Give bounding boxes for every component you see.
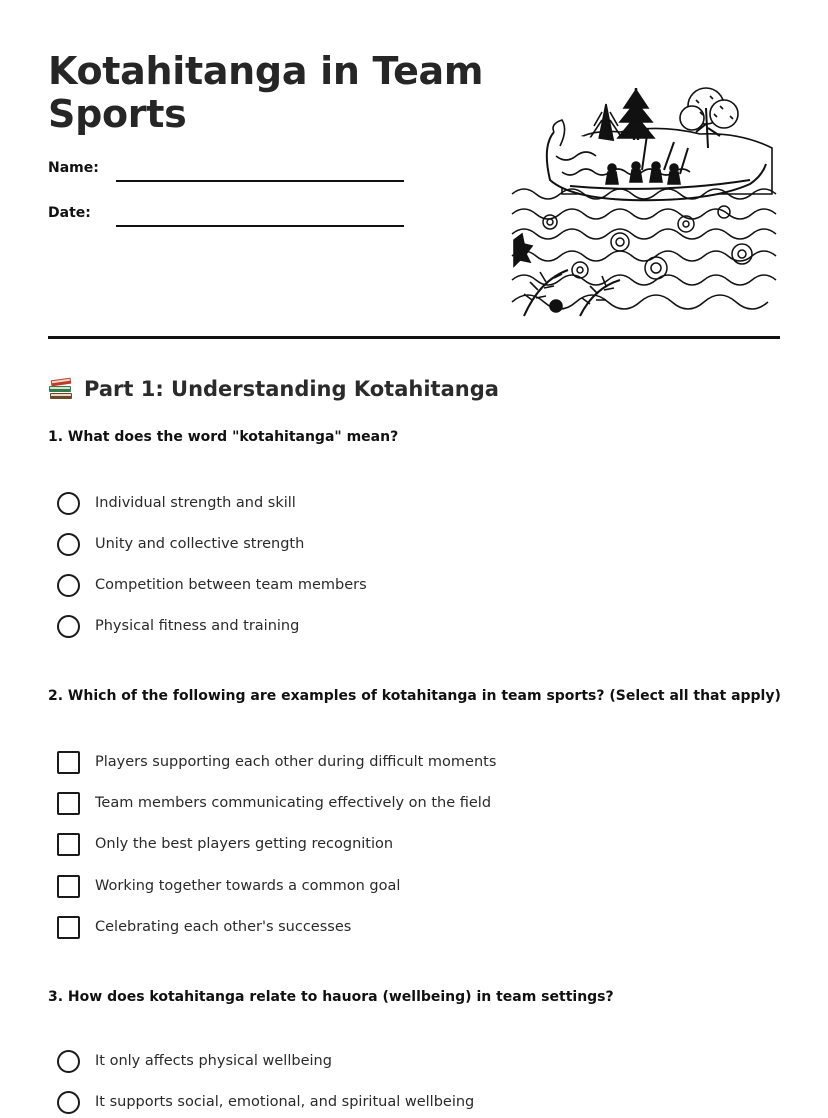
- part1-heading: [48, 374, 499, 404]
- checkbox[interactable]: [57, 916, 80, 939]
- q2-option-3[interactable]: [57, 832, 393, 856]
- option-label: Competition between team members: [95, 577, 367, 593]
- date-label: Date:: [48, 205, 91, 221]
- option-label: It supports social, emotional, and spiritual wellbeing: [95, 1094, 475, 1110]
- option-label: Celebrating each other's successes: [95, 919, 352, 935]
- radio-button[interactable]: [57, 492, 80, 515]
- option-label: Players supporting each other during difficult moments: [95, 754, 497, 770]
- part1-heading-text: Part 1: Understanding Kotahitanga: [84, 377, 499, 401]
- question-2: 2. Which of the following are examples of kotahitanga in team sports? (Select all that apply): [48, 688, 781, 704]
- waka-canoe-illustration: [510, 84, 780, 320]
- q1-option-1[interactable]: [57, 491, 296, 515]
- q2-option-4[interactable]: [57, 874, 400, 898]
- q1-option-2[interactable]: [57, 532, 304, 556]
- question-1: 1. What does the word "kotahitanga" mean?: [48, 429, 399, 445]
- books-icon: [48, 377, 74, 401]
- checkbox[interactable]: [57, 751, 80, 774]
- option-label: Working together towards a common goal: [95, 878, 401, 894]
- q2-option-5[interactable]: [57, 915, 351, 939]
- q2-option-2[interactable]: [57, 791, 491, 815]
- checkbox[interactable]: [57, 833, 80, 856]
- q1-option-4[interactable]: [57, 614, 299, 638]
- q3-option-2[interactable]: [57, 1090, 474, 1114]
- radio-button[interactable]: [57, 574, 80, 597]
- option-label: It only affects physical wellbeing: [95, 1053, 332, 1069]
- option-label: Individual strength and skill: [95, 495, 296, 511]
- name-field-line[interactable]: [116, 180, 404, 182]
- option-label: Team members communicating effectively on the field: [95, 795, 492, 811]
- date-field-line[interactable]: [116, 225, 404, 227]
- q1-option-3[interactable]: [57, 573, 367, 597]
- option-label: Physical fitness and training: [95, 618, 300, 634]
- section-divider: [48, 336, 780, 339]
- q2-option-1[interactable]: [57, 750, 496, 774]
- radio-button[interactable]: [57, 615, 80, 638]
- radio-button[interactable]: [57, 533, 80, 556]
- option-label: Unity and collective strength: [95, 536, 305, 552]
- radio-button[interactable]: [57, 1050, 80, 1073]
- checkbox[interactable]: [57, 792, 80, 815]
- option-label: Only the best players getting recognition: [95, 836, 394, 852]
- question-3: 3. How does kotahitanga relate to hauora (wellbeing) in team settings?: [48, 989, 614, 1005]
- name-label: Name:: [48, 160, 99, 176]
- checkbox[interactable]: [57, 875, 80, 898]
- page-title: Kotahitanga in Team Sports: [48, 49, 484, 136]
- q3-option-1[interactable]: [57, 1049, 332, 1073]
- radio-button[interactable]: [57, 1091, 80, 1114]
